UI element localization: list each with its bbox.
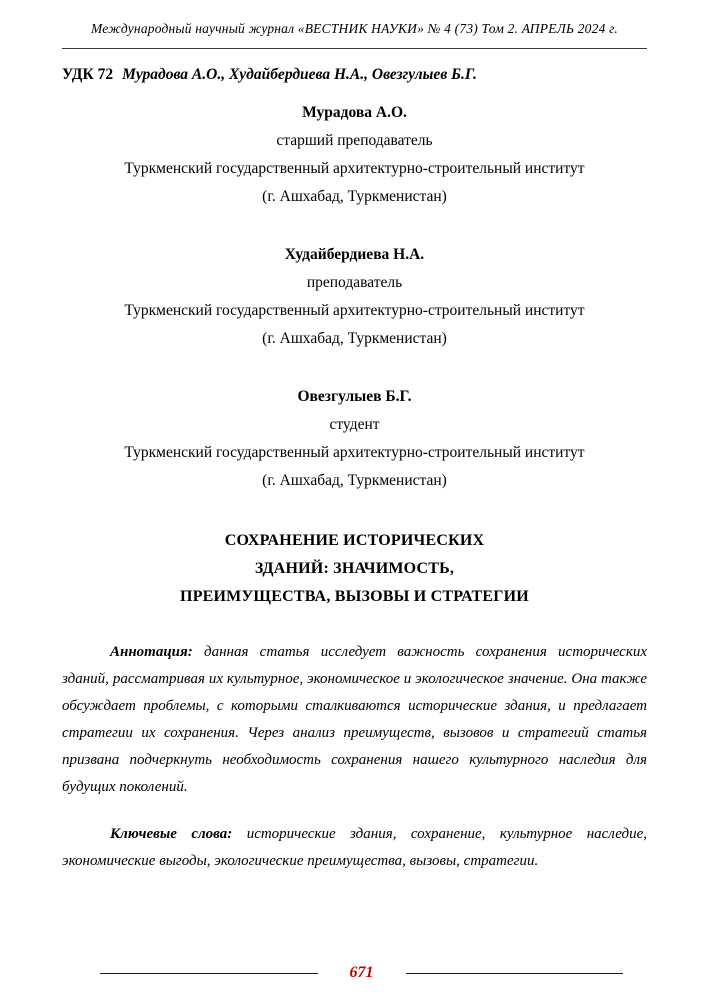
author-name: Худайбердиева Н.А. [284, 246, 425, 263]
title-line: СОХРАНЕНИЕ ИСТОРИЧЕСКИХ [224, 532, 485, 549]
author-name: Овезгулыев Б.Г. [297, 388, 412, 405]
abstract-text: данная статья исследует важность сохранения исторических зданий, рассматривая их культурное, экономическое и экологическое значение. Она также обсуждает проблемы, с которыми сталкиваются исторические здания, и предлагает стратегии их сохранения. Через анализ преимуществ, вызовов и стратегий статья призвана подчеркнуть необходимость сохранения нашего культурного наследия для будущих поколений. [62, 644, 647, 795]
header-rule [62, 48, 647, 49]
keywords-paragraph [62, 821, 647, 875]
author-role: преподаватель [306, 274, 403, 291]
footer-rule-left [100, 973, 318, 974]
udc-authors: Мурадова А.О., Худайбердиева Н.А., Овезгулыев Б.Г. [122, 66, 477, 83]
abstract-paragraph [62, 639, 647, 801]
keywords-label: Ключевые слова: [110, 826, 233, 842]
page-footer [100, 965, 623, 981]
author-block [62, 241, 647, 353]
journal-header: Международный научный журнал «ВЕСТНИК НАУКИ» № 4 (73) Том 2. АПРЕЛЬ 2024 г. [91, 21, 618, 36]
author-location: (г. Ашхабад, Туркменистан) [262, 188, 447, 205]
author-role: старший преподаватель [276, 132, 433, 149]
author-role: студент [329, 416, 380, 433]
footer-rule-right [406, 973, 624, 974]
author-affiliation: Туркменский государственный архитектурно-строительный институт [124, 302, 585, 319]
keywords-text: исторические здания, сохранение, культурное наследие, экономические выгоды, экологические преимущества, вызовы, стратегии. [62, 826, 647, 869]
author-location: (г. Ашхабад, Туркменистан) [262, 330, 447, 347]
author-name: Мурадова А.О. [302, 104, 407, 121]
author-affiliation: Туркменский государственный архитектурно-строительный институт [124, 160, 585, 177]
udc-label: УДК 72 [62, 66, 114, 83]
author-location: (г. Ашхабад, Туркменистан) [262, 472, 447, 489]
article-title [62, 527, 647, 611]
title-line: ЗДАНИЙ: ЗНАЧИМОСТЬ, [254, 560, 455, 577]
author-block [62, 99, 647, 211]
abstract-label: Аннотация: [110, 644, 193, 660]
udc-authors-line [62, 65, 647, 85]
page-number: 671 [349, 964, 374, 981]
author-affiliation: Туркменский государственный архитектурно-строительный институт [124, 444, 585, 461]
title-line: ПРЕИМУЩЕСТВА, ВЫЗОВЫ И СТРАТЕГИИ [180, 588, 529, 605]
author-block [62, 383, 647, 495]
